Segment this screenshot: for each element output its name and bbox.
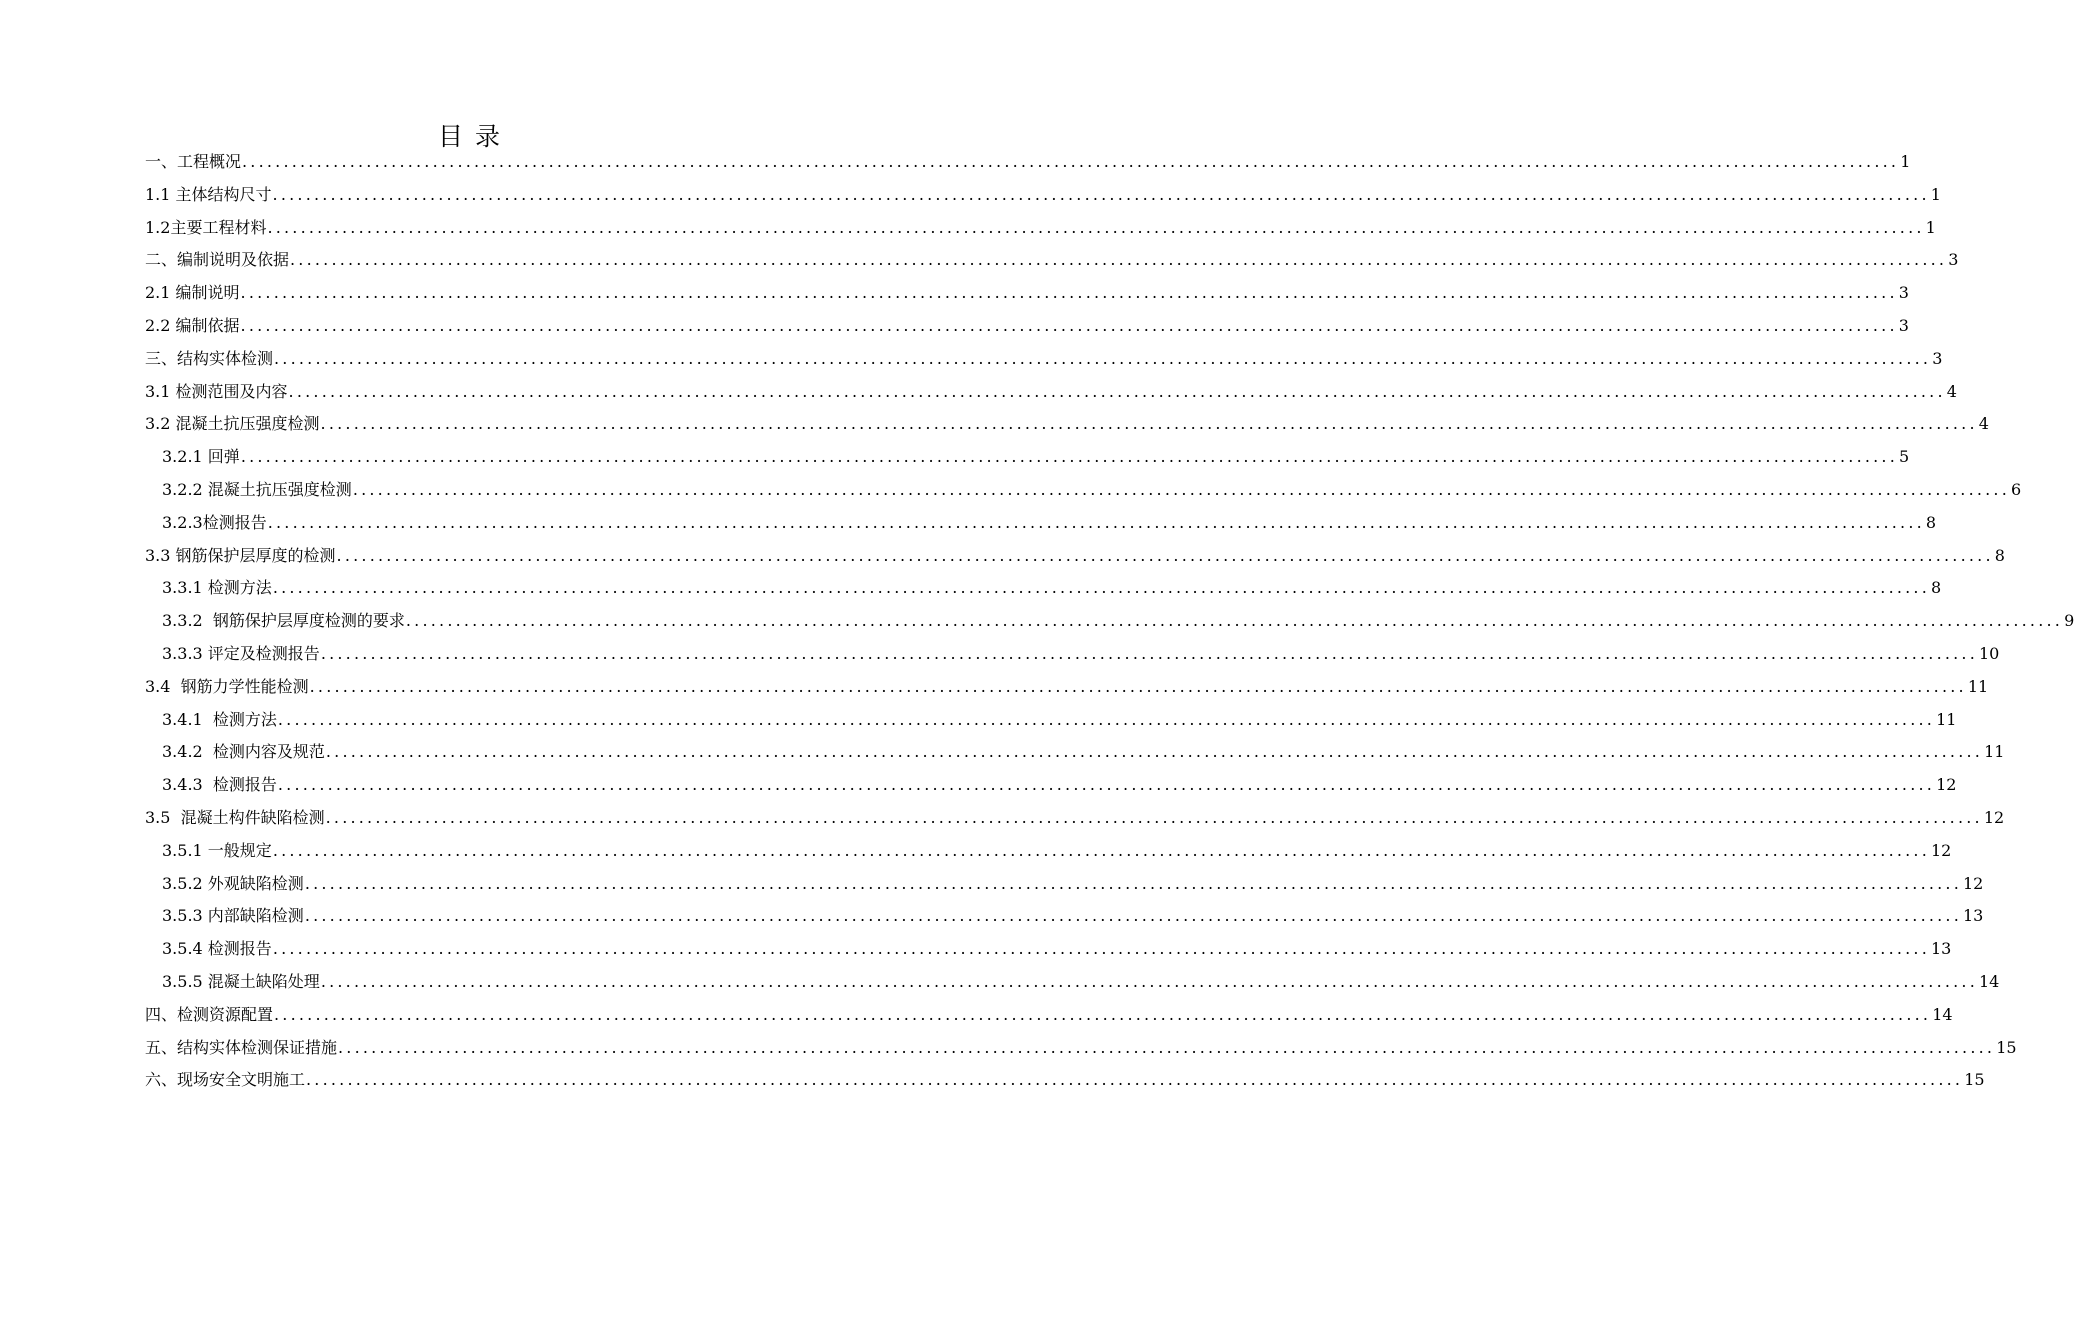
toc-entry-page-number: 12 — [1936, 775, 1957, 795]
toc-entry-page-number: 12 — [1963, 873, 1984, 893]
toc-entry[interactable] — [145, 769, 1957, 802]
toc-entry[interactable] — [145, 900, 1984, 933]
toc-entry-label: 三、结构实体检测 — [145, 348, 274, 368]
toc-dot-leader: ........................................................................................................................................................................................................ — [242, 152, 1900, 171]
toc-dot-leader: ........................................................................................................................................................................................................ — [325, 807, 1983, 827]
toc-entry-label: 3.5 混凝土构件缺陷检测 — [145, 807, 325, 827]
toc-entry-page-number: 12 — [1983, 807, 2005, 827]
toc-entry-page-number: 8 — [1925, 512, 1937, 532]
toc-entry-label: 1.1 主体结构尺寸 — [145, 184, 272, 204]
toc-list — [145, 146, 2074, 1097]
toc-entry[interactable] — [145, 244, 1959, 277]
toc-entry[interactable] — [145, 966, 2000, 999]
toc-dot-leader: ........................................................................................................................................................................................................ — [240, 283, 1898, 303]
toc-entry-label: 四、检测资源配置 — [145, 1004, 274, 1024]
toc-entry-page-number: 9 — [2064, 611, 2074, 631]
toc-entry-page-number: 15 — [1996, 1037, 2017, 1057]
toc-entry-label: 3.5.1 一般规定 — [162, 840, 272, 860]
toc-entry[interactable] — [145, 572, 1942, 605]
toc-entry-page-number: 10 — [1979, 643, 2000, 663]
toc-dot-leader: ........................................................................................................................................................................................................ — [325, 742, 1984, 762]
toc-entry-page-number: 4 — [1946, 381, 1957, 401]
toc-dot-leader: ........................................................................................................................................................................................................ — [272, 578, 1930, 598]
toc-dot-leader: ........................................................................................................................................................................................................ — [272, 184, 1930, 204]
toc-entry[interactable] — [145, 835, 1952, 868]
toc-dot-leader: ........................................................................................................................................................................................................ — [320, 643, 1978, 663]
toc-entry[interactable] — [145, 507, 1937, 540]
toc-entry-label: 3.2.1 回弹 — [162, 447, 240, 467]
toc-entry-page-number: 11 — [1967, 676, 1989, 696]
toc-dot-leader: ........................................................................................................................................................................................................ — [272, 939, 1930, 959]
toc-entry-page-number: 14 — [1932, 1004, 1953, 1024]
toc-entry[interactable] — [145, 736, 2005, 769]
toc-entry-label: 3.5.4 检测报告 — [162, 939, 272, 959]
toc-entry-label: 3.4.1 检测方法 — [162, 709, 277, 729]
toc-entry[interactable] — [145, 605, 2074, 638]
toc-entry-label: 六、现场安全文明施工 — [145, 1070, 306, 1090]
toc-entry[interactable] — [145, 671, 1989, 704]
toc-entry-page-number: 12 — [1931, 840, 1952, 860]
toc-entry-page-number: 1 — [1925, 217, 1936, 237]
toc-entry-page-number: 8 — [1931, 578, 1942, 598]
toc-dot-leader: ........................................................................................................................................................................................................ — [306, 1070, 1964, 1090]
toc-entry-label: 2.2 编制依据 — [145, 315, 240, 335]
toc-entry-label: 3.3.1 检测方法 — [162, 578, 272, 598]
toc-dot-leader: ........................................................................................................................................................................................................ — [240, 447, 1898, 467]
toc-entry-label: 3.2.3检测报告 — [162, 512, 267, 532]
toc-entry-label: 五、结构实体检测保证措施 — [145, 1037, 338, 1057]
toc-entry-page-number: 14 — [1979, 971, 2000, 991]
toc-dot-leader: ........................................................................................................................................................................................................ — [309, 676, 1967, 696]
toc-entry-page-number: 1 — [1930, 184, 1941, 204]
toc-entry-page-number: 11 — [1936, 709, 1957, 729]
toc-entry-page-number: 15 — [1964, 1070, 1985, 1090]
toc-dot-leader: ........................................................................................................................................................................................................ — [304, 873, 1962, 893]
toc-entry[interactable] — [145, 999, 1953, 1032]
toc-entry-page-number: 13 — [1963, 906, 1984, 926]
toc-dot-leader: ........................................................................................................................................................................................................ — [405, 611, 2064, 631]
toc-dot-leader: ........................................................................................................................................................................................................ — [320, 414, 1978, 434]
toc-entry-page-number: 13 — [1931, 939, 1952, 959]
toc-entry-label: 3.2 混凝土抗压强度检测 — [145, 414, 320, 434]
toc-dot-leader: ........................................................................................................................................................................................................ — [274, 1004, 1932, 1024]
toc-entry-label: 3.4.3 检测报告 — [162, 775, 277, 795]
toc-entry[interactable] — [145, 343, 1943, 376]
toc-dot-leader: ........................................................................................................................................................................................................ — [290, 250, 1948, 270]
toc-entry[interactable] — [145, 802, 2005, 835]
toc-entry-page-number: 3 — [1932, 348, 1943, 368]
toc-entry[interactable] — [145, 868, 1984, 901]
toc-entry-label: 1.2主要工程材料 — [145, 217, 267, 237]
toc-entry[interactable] — [145, 376, 1957, 409]
toc-entry-label: 3.2.2 混凝土抗压强度检测 — [162, 479, 352, 499]
toc-entry[interactable] — [145, 1032, 2017, 1065]
toc-entry-label: 二、编制说明及依据 — [145, 250, 290, 270]
toc-entry[interactable] — [145, 310, 1909, 343]
toc-entry[interactable] — [145, 441, 1910, 474]
toc-entry-label: 3.3.3 评定及检测报告 — [162, 643, 320, 663]
toc-entry[interactable] — [145, 408, 1989, 441]
toc-entry[interactable] — [145, 704, 1957, 737]
toc-dot-leader: ........................................................................................................................................................................................................ — [320, 971, 1978, 991]
toc-entry[interactable] — [145, 933, 1952, 966]
toc-entry[interactable] — [145, 1064, 1985, 1097]
toc-dot-leader: ........................................................................................................................................................................................................ — [277, 775, 1936, 795]
toc-entry-page-number: 4 — [1978, 414, 1989, 434]
toc-entry-page-number: 3 — [1948, 250, 1959, 270]
toc-entry-label: 3.5.2 外观缺陷检测 — [162, 873, 304, 893]
toc-entry-page-number: 1 — [1900, 152, 1911, 171]
toc-dot-leader: ........................................................................................................................................................................................................ — [267, 217, 1925, 237]
toc-dot-leader: ........................................................................................................................................................................................................ — [240, 315, 1898, 335]
toc-entry[interactable] — [145, 638, 2000, 671]
toc-entry[interactable] — [145, 146, 1911, 179]
toc-entry-page-number: 11 — [1984, 742, 2005, 762]
toc-entry[interactable] — [145, 474, 2022, 507]
toc-entry-label: 2.1 编制说明 — [145, 283, 240, 303]
toc-dot-leader: ........................................................................................................................................................................................................ — [288, 381, 1946, 401]
toc-entry-label: 一、工程概况 — [145, 152, 242, 171]
toc-entry-label: 3.4 钢筋力学性能检测 — [145, 676, 309, 696]
toc-dot-leader: ........................................................................................................................................................................................................ — [304, 906, 1962, 926]
toc-entry-page-number: 3 — [1898, 315, 1909, 335]
toc-dot-leader: ........................................................................................................................................................................................................ — [277, 709, 1936, 729]
toc-entry[interactable] — [145, 212, 1936, 245]
toc-dot-leader: ........................................................................................................................................................................................................ — [336, 545, 1994, 565]
toc-dot-leader: ........................................................................................................................................................................................................ — [267, 512, 1925, 532]
toc-entry-page-number: 3 — [1898, 283, 1909, 303]
toc-entry-label: 3.5.3 内部缺陷检测 — [162, 906, 304, 926]
toc-entry-label: 3.3 钢筋保护层厚度的检测 — [145, 545, 336, 565]
toc-dot-leader: ........................................................................................................................................................................................................ — [274, 348, 1932, 368]
toc-entry-label: 3.3.2 钢筋保护层厚度检测的要求 — [162, 611, 405, 631]
toc-dot-leader: ........................................................................................................................................................................................................ — [338, 1037, 1996, 1057]
toc-dot-leader: ........................................................................................................................................................................................................ — [272, 840, 1930, 860]
toc-entry-label: 3.5.5 混凝土缺陷处理 — [162, 971, 320, 991]
toc-entry-label: 3.1 检测范围及内容 — [145, 381, 288, 401]
toc-entry[interactable] — [145, 277, 1909, 310]
toc-entry-page-number: 6 — [2011, 479, 2022, 499]
toc-entry-label: 3.4.2 检测内容及规范 — [162, 742, 325, 762]
toc-title: 目录 — [437, 122, 512, 151]
toc-entry-page-number: 5 — [1899, 447, 1910, 467]
toc-entry[interactable] — [145, 179, 1941, 212]
toc-dot-leader: ........................................................................................................................................................................................................ — [352, 479, 2010, 499]
toc-entry[interactable] — [145, 540, 2005, 573]
toc-entry-page-number: 8 — [1994, 545, 2005, 565]
